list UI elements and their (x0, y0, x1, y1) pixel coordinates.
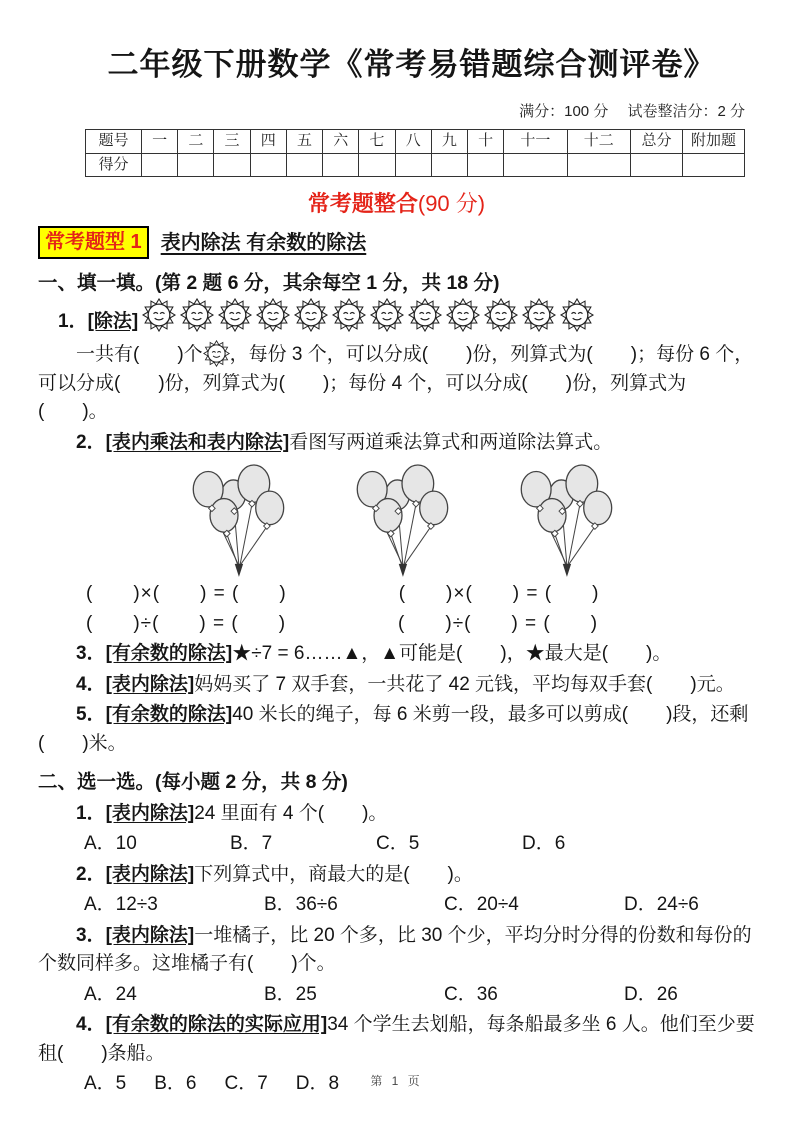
part2-heading: 二、选一选。(每小题 2 分，共 8 分) (38, 771, 348, 794)
score-table-header-row (86, 130, 745, 154)
score-table-empty-cell (395, 153, 431, 177)
option-c: C．36 (444, 983, 498, 1005)
question-text: 34 个学生去划船，每条船最多坐 6 人。他们至少要租( )条船。 (38, 1014, 755, 1064)
balloon-bunch-icon (183, 461, 293, 579)
option-d: D．8 (295, 1073, 340, 1094)
balloon-bunch-icon (347, 461, 457, 579)
topic-row (38, 226, 755, 259)
score-table-column: 九 (431, 130, 467, 154)
sun-icon (142, 298, 176, 332)
question-number: 2． (76, 863, 106, 885)
question-text: 24 里面有 4 个( )。 (194, 802, 388, 824)
score-table-column: 一 (142, 130, 178, 154)
part1-q1-label-row (58, 302, 755, 336)
question-number: 2． (76, 431, 106, 453)
score-table-empty-cell (567, 153, 630, 177)
section-heading-suffix: (90 分) (417, 191, 486, 216)
option-a: A．10 (84, 833, 137, 854)
q1-text-after: ，每份 3 个，可以分成( )份，列算式为( )；每份 6 个，可以分成( )份，列算式为( )；每份 4 个，可以分成( )份，列算式为( )。 (38, 344, 754, 423)
sun-icon (408, 298, 442, 332)
score-table-empty-cell (323, 153, 359, 177)
score-table-empty-cell (142, 153, 178, 177)
sun-icon (484, 298, 518, 332)
question-number: 5． (76, 704, 106, 726)
option-b: B．6 (154, 1073, 197, 1094)
part1-q5 (38, 701, 755, 758)
question-number: 3． (76, 643, 106, 665)
score-table-empty-cell (683, 153, 745, 177)
question-tag: [表内除法] (105, 673, 195, 695)
score-table-column: 附加题 (683, 130, 745, 154)
score-table-empty-cell (467, 153, 503, 177)
question-tag: [有余数的除法的实际应用] (105, 1014, 328, 1035)
topic-badge: 常考题型 1 (38, 226, 149, 259)
score-table-column: 总分 (631, 130, 683, 154)
part1-q3 (38, 640, 755, 669)
part2-q2-options (84, 891, 755, 920)
part2-q1 (38, 800, 755, 829)
part2-q3-options (84, 981, 755, 1010)
question-text: 40 米长的绳子，每 6 米剪一段，最多可以剪成( )段，还剩( )米。 (38, 704, 749, 754)
blank-equation: ( )÷( ) = ( ) (398, 612, 599, 634)
page-title: 二年级下册数学《常考易错题综合测评卷》 (107, 47, 716, 82)
sun-icon (446, 298, 480, 332)
section-heading-red: 常考题整合 (307, 191, 418, 216)
blank-equation: ( )×( ) = ( ) (86, 583, 287, 605)
score-table-column: 十 (467, 130, 503, 154)
option-b: B．25 (264, 983, 317, 1005)
score-table-column: 七 (359, 130, 395, 154)
score-table-empty-cell (214, 153, 250, 177)
string-convergence-arrow (562, 564, 570, 577)
option-d: D．26 (624, 983, 678, 1005)
score-table-column: 二 (178, 130, 214, 154)
option-b: B．7 (230, 833, 273, 854)
blank-equation: ( )×( ) = ( ) (398, 583, 600, 605)
option-d: D．6 (522, 833, 566, 854)
question-tag: [表内除法] (105, 802, 195, 824)
question-number: 1． (76, 802, 106, 824)
score-table-empty-cell (286, 153, 322, 177)
score-table-empty-cell (178, 153, 214, 177)
score-table-empty-cell (631, 153, 683, 177)
question-number: 3． (76, 924, 106, 946)
score-note: 满分：100 分 试卷整洁分：2 分 (519, 102, 745, 120)
question-tag: [有余数的除法] (105, 704, 233, 726)
score-table-column: 八 (395, 130, 431, 154)
question-text: 妈妈买了 7 双手套，一共花了 42 元钱，平均每双手套( )元。 (194, 673, 735, 695)
score-table-column: 六 (323, 130, 359, 154)
question-text: 下列算式中，商最大的是( )。 (194, 863, 473, 885)
part1-q2 (38, 429, 755, 458)
score-table-score-row (86, 153, 745, 177)
score-table-corner: 题号 (86, 130, 142, 154)
part1-heading: 一、填一填。(第 2 题 6 分，其余每空 1 分，共 18 分) (38, 272, 500, 294)
sun-icon (218, 298, 252, 332)
question-number: 1． (58, 310, 88, 332)
score-table-column: 十一 (504, 130, 567, 154)
question-text: ★÷7 = 6……▲，▲可能是( )，★最大是( )。 (232, 643, 672, 665)
q1-text-before: 一共有( )个 (76, 344, 203, 366)
score-table-column: 十二 (567, 130, 630, 154)
division-equations-row (86, 610, 755, 639)
sun-icon (370, 298, 404, 332)
part2-q1-options (84, 830, 755, 859)
sun-icon (203, 340, 230, 367)
sun-icon (522, 298, 556, 332)
sun-icon (256, 298, 290, 332)
part2-q2 (38, 861, 755, 890)
sun-icon (180, 298, 214, 332)
part1-q1-text (38, 340, 755, 427)
blank-equation: ( )÷( ) = ( ) (86, 612, 287, 634)
option-d: D．24÷6 (624, 894, 699, 915)
option-a: A．5 (84, 1073, 127, 1094)
option-b: B．36÷6 (264, 894, 338, 915)
multiplication-equations-row (86, 580, 755, 609)
question-tag: [表内除法] (105, 863, 195, 885)
sun-icons-row (142, 298, 594, 332)
score-table-column: 四 (250, 130, 286, 154)
string-convergence-arrow (234, 564, 242, 577)
question-tag: [表内乘法和表内除法] (105, 431, 290, 453)
score-table-empty-cell (431, 153, 467, 177)
question-text: 看图写两道乘法算式和两道除法算式。 (289, 431, 613, 453)
sun-icon (560, 298, 594, 332)
sun-icon (294, 298, 328, 332)
page-number-footer: 第 1 页 (370, 1074, 423, 1088)
option-a: A．24 (84, 983, 137, 1005)
option-c: C．7 (224, 1073, 268, 1094)
score-table-empty-cell (250, 153, 286, 177)
score-table-column: 五 (286, 130, 322, 154)
score-row-label: 得分 (86, 153, 142, 177)
topic-title: 表内除法 有余数的除法 (160, 231, 367, 254)
score-table (85, 129, 745, 177)
part1-q4 (38, 671, 755, 700)
string-convergence-arrow (398, 564, 406, 577)
question-text: 一堆橘子，比 20 个多，比 30 个少，平均分时分得的份数和每份的个数同样多。这堆橘子有( )个。 (38, 924, 752, 974)
question-number: 4． (76, 1014, 106, 1035)
part2-q4 (38, 1011, 755, 1068)
option-a: A．12÷3 (84, 894, 158, 915)
question-tag: [有余数的除法] (105, 643, 233, 665)
section-heading (38, 187, 755, 220)
sun-icon (332, 298, 366, 332)
part2-q3 (38, 922, 755, 979)
question-tag: [除法] (87, 310, 139, 332)
option-c: C．20÷4 (444, 894, 519, 915)
question-number: 4． (76, 673, 106, 695)
balloon-illustration-row (48, 461, 755, 579)
option-c: C．5 (376, 833, 420, 854)
score-table-empty-cell (359, 153, 395, 177)
question-tag: [表内除法] (105, 924, 195, 946)
score-table-column: 三 (214, 130, 250, 154)
balloon-bunch-icon (511, 461, 621, 579)
score-table-empty-cell (504, 153, 567, 177)
